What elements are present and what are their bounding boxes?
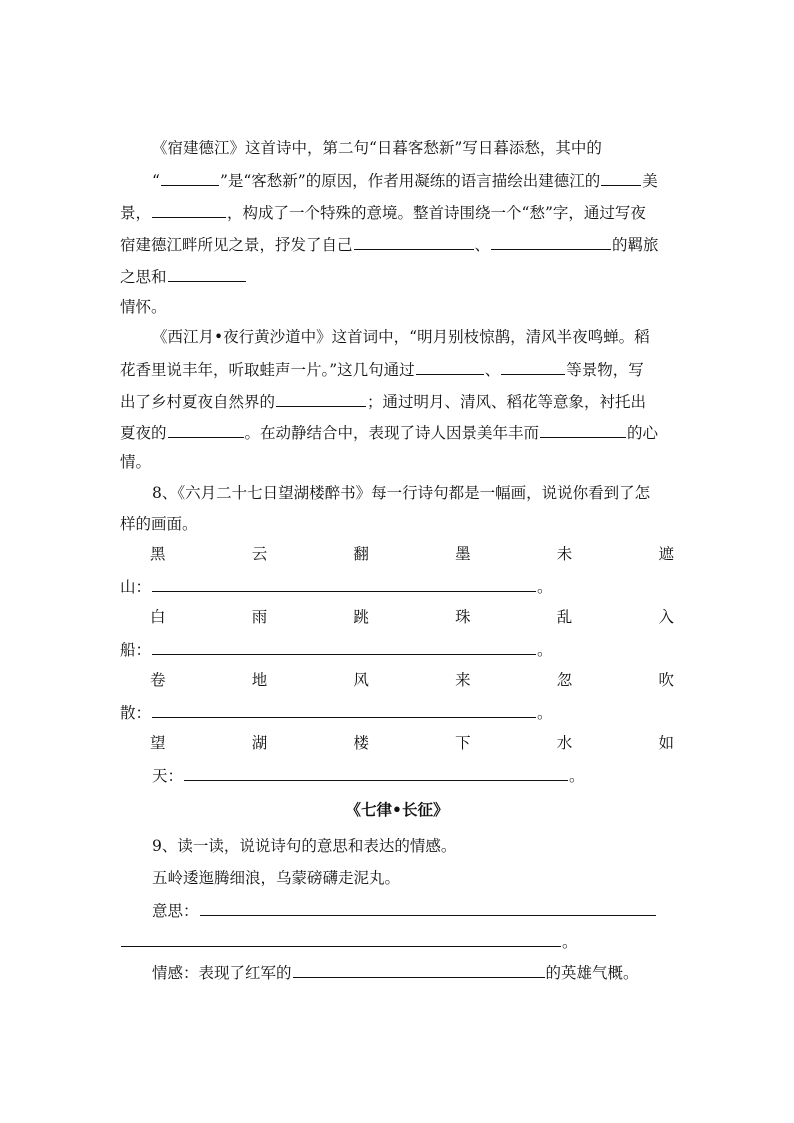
poem-char: 卷 bbox=[150, 671, 166, 689]
p2-text: 出了乡村夏夜自然界的 bbox=[120, 393, 276, 411]
poem-char: 如 bbox=[658, 734, 674, 752]
p2-text: 、 bbox=[484, 361, 501, 379]
poem-char: 雨 bbox=[251, 608, 268, 626]
emotion-label: 情感：表现了红军的 bbox=[152, 964, 292, 982]
p1-line4 bbox=[120, 234, 659, 255]
poem-text: 五岭逶迤腾细浪，乌蒙磅礴走泥丸。 bbox=[152, 869, 401, 887]
q9-poem bbox=[152, 868, 400, 888]
poem-answer-3 bbox=[120, 702, 553, 723]
poem-char: 下 bbox=[455, 734, 471, 752]
q8-text: 样的画面。 bbox=[120, 515, 198, 533]
punctuation: 。 bbox=[537, 704, 553, 722]
poem-char: 船： bbox=[120, 641, 152, 659]
q9-text: 9、读一读，说说诗句的意思和表达的情感。 bbox=[152, 837, 457, 855]
poem-line-1 bbox=[150, 544, 674, 564]
p1-line2 bbox=[152, 170, 658, 191]
p1-text: 、 bbox=[474, 236, 491, 254]
poem-answer-2 bbox=[120, 639, 553, 660]
punctuation: 。 bbox=[562, 933, 578, 951]
poem-char: 风 bbox=[353, 671, 369, 689]
p1-text: 的羁旅 bbox=[612, 236, 659, 254]
poem-line-2 bbox=[150, 607, 674, 627]
p1-text: 之思和 bbox=[120, 268, 167, 286]
punctuation: 。 bbox=[537, 578, 553, 596]
poem-char: 楼 bbox=[353, 734, 369, 752]
poem-char: 水 bbox=[556, 734, 573, 752]
poem-char: 珠 bbox=[455, 608, 471, 626]
poem-char: 天： bbox=[152, 767, 184, 785]
poem-line-4 bbox=[150, 733, 674, 753]
poem-char: 望 bbox=[150, 734, 166, 752]
q9-meaning bbox=[152, 900, 657, 921]
p2-line1 bbox=[152, 327, 650, 347]
q8-line1 bbox=[152, 483, 650, 503]
answer-blank[interactable] bbox=[161, 170, 219, 186]
poem-char: 白 bbox=[150, 608, 166, 626]
answer-blank[interactable] bbox=[168, 266, 246, 282]
answer-blank[interactable] bbox=[276, 391, 366, 407]
answer-blank[interactable] bbox=[152, 202, 226, 218]
poem-char: 跳 bbox=[353, 608, 369, 626]
p1-text: ”是“客愁新”的原因，作者用凝练的语言描绘出建德江的 bbox=[219, 172, 601, 190]
p2-line5 bbox=[120, 452, 151, 472]
p2-line2 bbox=[120, 359, 644, 380]
p1-text: 宿建德江畔所见之景，抒发了自己 bbox=[120, 236, 353, 254]
poem-char: 地 bbox=[251, 671, 268, 689]
poem-char: 乱 bbox=[556, 608, 573, 626]
p1-line6 bbox=[120, 297, 167, 317]
answer-blank[interactable] bbox=[168, 422, 244, 438]
answer-blank[interactable] bbox=[540, 422, 626, 438]
poem-char: 入 bbox=[658, 608, 674, 626]
q9-meaning-cont bbox=[120, 931, 578, 952]
poem-char: 黑 bbox=[150, 545, 166, 563]
answer-blank[interactable] bbox=[152, 576, 536, 592]
p1-text: 景， bbox=[120, 204, 152, 222]
q9-emotion bbox=[152, 962, 639, 983]
poem-line-3 bbox=[150, 670, 674, 690]
p1-text: 《宿建德江》这首诗中，第二句“日暮客愁新”写日暮添愁，其中的 bbox=[152, 139, 602, 157]
answer-blank[interactable] bbox=[200, 900, 656, 916]
p1-text: ，构成了一个特殊的意境。整首诗围绕一个“愁”字，通过写夜 bbox=[227, 204, 646, 222]
answer-blank[interactable] bbox=[293, 962, 545, 978]
p2-text: 等景物，写 bbox=[566, 361, 644, 379]
p2-text: 的心 bbox=[627, 424, 659, 442]
poem-char: 湖 bbox=[251, 734, 268, 752]
punctuation: 。 bbox=[537, 641, 553, 659]
poem-answer-1 bbox=[120, 576, 553, 597]
p2-text: 。在动静结合中，表现了诗人因景美年丰而 bbox=[244, 424, 540, 442]
poem-char: 墨 bbox=[455, 545, 471, 563]
poem-char: 云 bbox=[251, 545, 268, 563]
answer-blank[interactable] bbox=[491, 234, 611, 250]
poem-char: 遮 bbox=[658, 545, 674, 563]
poem-char: 未 bbox=[556, 545, 573, 563]
q8-line2 bbox=[120, 514, 198, 534]
poem-answer-4 bbox=[152, 765, 585, 786]
meaning-label: 意思： bbox=[152, 902, 199, 920]
p2-text: ；通过明月、清风、稻花等意象，衬托出 bbox=[367, 393, 647, 411]
p1-text: 美 bbox=[642, 172, 658, 190]
p2-line3 bbox=[120, 391, 646, 412]
p1-text: “ bbox=[152, 172, 160, 190]
poem-char: 来 bbox=[455, 671, 471, 689]
poem-char: 吹 bbox=[658, 671, 674, 689]
answer-blank[interactable] bbox=[152, 639, 536, 655]
section-title: 《七律•长征》 bbox=[345, 800, 449, 819]
answer-blank[interactable] bbox=[121, 931, 561, 947]
p2-text: 花香里说丰年，听取蛙声一片。”这几句通过 bbox=[120, 361, 415, 379]
p2-text: 《西江月•夜行黄沙道中》这首词中，“明月别枝惊鹊，清风半夜鸣蝉。稻 bbox=[152, 328, 650, 346]
q9-line1 bbox=[152, 836, 456, 856]
poem-char: 山： bbox=[120, 578, 152, 596]
p1-line5 bbox=[120, 266, 247, 287]
p2-text: 夏夜的 bbox=[120, 424, 167, 442]
p2-line4 bbox=[120, 422, 658, 443]
q8-text: 8、《六月二十七日望湖楼醉书》每一行诗句都是一幅画，说说你看到了怎 bbox=[152, 484, 651, 502]
p2-text: 情。 bbox=[120, 453, 152, 471]
poem-char: 翻 bbox=[353, 545, 369, 563]
emotion-text: 的英雄气概。 bbox=[545, 964, 639, 982]
answer-blank[interactable] bbox=[416, 359, 484, 375]
answer-blank[interactable] bbox=[601, 170, 641, 186]
answer-blank[interactable] bbox=[184, 765, 568, 781]
punctuation: 。 bbox=[569, 767, 585, 785]
poem-char: 忽 bbox=[556, 671, 573, 689]
answer-blank[interactable] bbox=[354, 234, 474, 250]
p1-line3 bbox=[120, 202, 646, 223]
answer-blank[interactable] bbox=[152, 702, 536, 718]
p1-line1 bbox=[152, 138, 602, 158]
poem-char: 散： bbox=[120, 704, 152, 722]
answer-blank[interactable] bbox=[501, 359, 565, 375]
p1-text: 情怀。 bbox=[120, 298, 167, 316]
